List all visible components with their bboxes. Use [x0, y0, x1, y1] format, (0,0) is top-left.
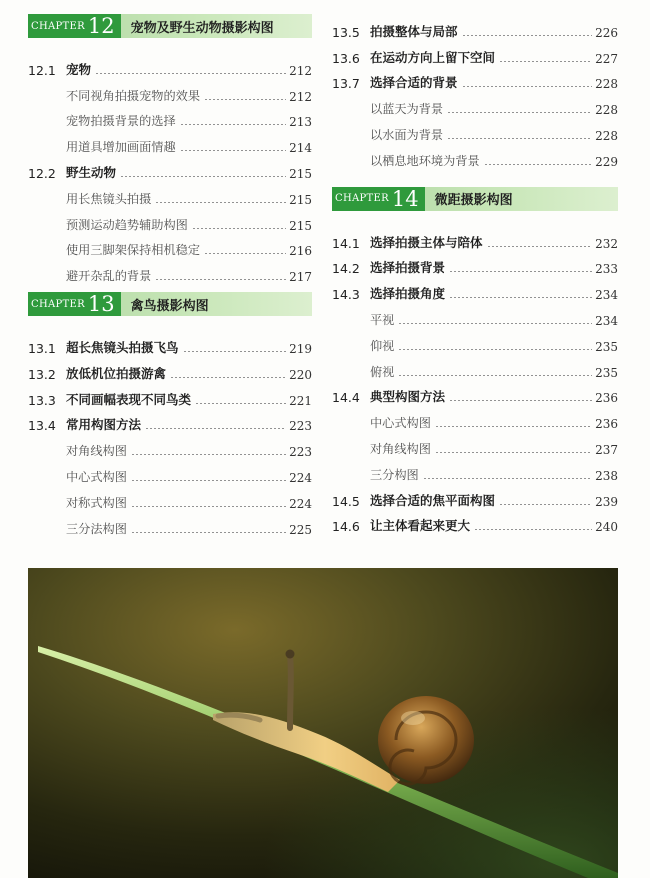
entry-title: 宠物拍摄背景的选择: [66, 114, 176, 129]
entry-title: 选择拍摄背景: [370, 260, 446, 276]
page-number: 216: [289, 244, 312, 259]
entry-title: 三分法构图: [66, 521, 127, 536]
dot-leader: [170, 377, 286, 378]
page-number: 220: [289, 367, 312, 382]
section-number: 14.4: [332, 390, 360, 406]
chapter-12-badge: [28, 14, 121, 38]
toc-entry: [332, 143, 618, 169]
page-number: 224: [289, 470, 312, 485]
entry-title: 选择合适的背景: [370, 75, 458, 91]
entry-title: 在运动方向上留下空间: [370, 49, 496, 65]
toc-entry: [28, 511, 312, 537]
dot-leader: [499, 61, 592, 62]
entry-title: 使用三脚架保持相机稳定: [66, 243, 201, 258]
chapter-number: 12: [87, 14, 115, 38]
page-number: 236: [595, 417, 618, 432]
toc-entry: [28, 181, 312, 207]
dot-leader: [131, 480, 286, 481]
page-number: 234: [595, 313, 618, 328]
dot-leader: [155, 279, 286, 280]
entry-title: 中心式构图: [66, 469, 127, 484]
dot-leader: [145, 428, 286, 429]
entry-title: 选择合适的焦平面构图: [370, 492, 496, 508]
dot-leader: [449, 297, 592, 298]
page-number: 225: [289, 522, 312, 537]
toc-entry: [28, 52, 312, 78]
toc-entry: [28, 258, 312, 284]
chapter-14-entries: [332, 225, 618, 535]
dot-leader: [195, 403, 286, 404]
entry-title: 对角线构图: [66, 444, 127, 459]
entry-title: 不同画幅表现不同鸟类: [66, 391, 192, 407]
chapter-title: 微距摄影构图: [434, 193, 513, 209]
section-number: 13.2: [28, 366, 56, 382]
toc-entry: [28, 382, 312, 408]
section-number: 12.1: [28, 62, 56, 78]
page-number: 212: [289, 89, 312, 104]
dot-leader: [131, 506, 286, 507]
section-number: 12.2: [28, 165, 56, 181]
section-number: 14.1: [332, 235, 360, 251]
chapter-13-continued-entries: [332, 14, 618, 169]
entry-title: 仰视: [370, 338, 395, 353]
toc-entry: [332, 117, 618, 143]
dot-leader: [462, 86, 593, 87]
toc-entry: [332, 328, 618, 354]
toc-entry: [332, 431, 618, 457]
toc-entry: [332, 380, 618, 406]
chapter-word: CHAPTER: [335, 193, 389, 205]
toc-entry: [332, 483, 618, 509]
toc-entry: [332, 225, 618, 251]
page-number: 237: [595, 442, 618, 457]
toc-entry: [28, 356, 312, 382]
page-number: 219: [289, 341, 312, 356]
snail-photo: [28, 568, 618, 878]
toc-entry: [332, 251, 618, 277]
entry-title: 野生动物: [66, 164, 117, 180]
toc-entry: [28, 155, 312, 181]
toc-entry: [28, 207, 312, 233]
page-number: 223: [289, 419, 312, 434]
dot-leader: [180, 150, 286, 151]
entry-title: 对称式构图: [66, 495, 127, 510]
dot-leader: [499, 504, 592, 505]
page-number: 228: [595, 77, 618, 92]
snail-eye-stalk: [290, 656, 291, 728]
section-number: 13.1: [28, 340, 56, 356]
section-number: 13.7: [332, 76, 360, 92]
chapter-word: CHAPTER: [31, 20, 85, 32]
dot-leader: [95, 73, 286, 74]
dot-leader: [484, 164, 592, 165]
entry-title: 宠物: [66, 61, 92, 77]
dot-leader: [449, 271, 592, 272]
dot-leader: [447, 112, 592, 113]
dot-leader: [155, 202, 286, 203]
page-number: 233: [595, 262, 618, 277]
entry-title: 放低机位拍摄游禽: [66, 365, 167, 381]
page-number: 224: [289, 496, 312, 511]
entry-title: 以水面为背景: [370, 127, 444, 142]
page-number: 215: [289, 192, 312, 207]
entry-title: 俯视: [370, 364, 395, 379]
page-number: 215: [289, 218, 312, 233]
chapter-13-header: [28, 292, 312, 316]
section-number: 13.3: [28, 392, 56, 408]
section-number: 14.6: [332, 519, 360, 535]
dot-leader: [449, 400, 592, 401]
entry-title: 以蓝天为背景: [370, 102, 444, 117]
entry-title: 用长焦镜头拍摄: [66, 191, 152, 206]
page-number: 212: [289, 63, 312, 78]
entry-title: 预测运动趋势辅助构图: [66, 217, 188, 232]
page-number: 238: [595, 468, 618, 483]
toc-entry: [28, 485, 312, 511]
page-number: 215: [289, 166, 312, 181]
toc-entry: [28, 433, 312, 459]
dot-leader: [398, 349, 592, 350]
chapter-12-header: [28, 14, 312, 38]
dot-leader: [204, 99, 286, 100]
toc-entry: [28, 104, 312, 130]
page-number: 214: [289, 141, 312, 156]
page-number: 235: [595, 365, 618, 380]
page-number: 226: [595, 25, 618, 40]
page-number: 229: [595, 154, 618, 169]
entry-title: 中心式构图: [370, 416, 431, 431]
section-number: 13.5: [332, 24, 360, 40]
toc-entry: [332, 405, 618, 431]
dot-leader: [435, 452, 592, 453]
page-number: 221: [289, 393, 312, 408]
chapter-13-entries: [28, 330, 312, 536]
toc-entry: [332, 40, 618, 66]
entry-title: 拍摄整体与局部: [370, 23, 458, 39]
entry-title: 平视: [370, 312, 395, 327]
chapter-title: 宠物及野生动物摄影构图: [130, 20, 274, 36]
entry-title: 典型构图方法: [370, 389, 446, 405]
entry-title: 让主体看起来更大: [370, 518, 471, 534]
dot-leader: [180, 124, 286, 125]
toc-entry: [332, 457, 618, 483]
entry-title: 用道具增加画面情趣: [66, 140, 176, 155]
dot-leader: [131, 454, 286, 455]
toc-entry: [28, 330, 312, 356]
dot-leader: [435, 426, 592, 427]
page-number: 236: [595, 391, 618, 406]
page-number: 239: [595, 494, 618, 509]
page-number: 234: [595, 288, 618, 303]
dot-leader: [398, 375, 592, 376]
dot-leader: [487, 246, 593, 247]
section-number: 14.2: [332, 261, 360, 277]
dot-leader: [183, 351, 287, 352]
page-number: 223: [289, 445, 312, 460]
toc-entry: [28, 408, 312, 434]
page-number: 213: [289, 115, 312, 130]
dot-leader: [423, 478, 592, 479]
entry-title: 对角线构图: [370, 441, 431, 456]
entry-title: 选择拍摄角度: [370, 286, 446, 302]
page-number: 240: [595, 520, 618, 535]
toc-right-column: [332, 14, 618, 534]
entry-title: 以栖息地环境为背景: [370, 153, 480, 168]
page-number: 227: [595, 51, 618, 66]
section-number: 14.5: [332, 493, 360, 509]
chapter-14-header: [332, 187, 618, 211]
page-number: 232: [595, 236, 618, 251]
chapter-number: 13: [87, 292, 115, 317]
section-number: 13.4: [28, 418, 56, 434]
entry-title: 三分构图: [370, 467, 419, 482]
snail-illustration: [28, 568, 618, 878]
page-number: 228: [595, 103, 618, 118]
chapter-title: 禽鸟摄影构图: [130, 298, 209, 314]
toc-entry: [332, 354, 618, 380]
chapter-14-badge: [332, 187, 425, 211]
dot-leader: [447, 138, 592, 139]
toc-entry: [332, 509, 618, 535]
chapter-12-entries: [28, 52, 312, 284]
entry-title: 避开杂乱的背景: [66, 269, 152, 284]
toc-entry: [28, 459, 312, 485]
page-number: 217: [289, 270, 312, 285]
section-number: 13.6: [332, 50, 360, 66]
dot-leader: [131, 532, 286, 533]
chapter-word: CHAPTER: [31, 298, 85, 310]
dot-leader: [120, 176, 286, 177]
entry-title: 不同视角拍摄宠物的效果: [66, 88, 201, 103]
page-number: 228: [595, 128, 618, 143]
section-number: 14.3: [332, 287, 360, 303]
dot-leader: [398, 323, 592, 324]
dot-leader: [474, 529, 592, 530]
toc-entry: [332, 302, 618, 328]
entry-title: 选择拍摄主体与陪体: [370, 234, 483, 250]
page-number: 235: [595, 339, 618, 354]
dot-leader: [204, 253, 286, 254]
toc-entry: [28, 233, 312, 259]
toc-entry: [332, 276, 618, 302]
chapter-13-badge: [28, 292, 121, 316]
chapter-number: 14: [391, 186, 419, 211]
dot-leader: [462, 35, 593, 36]
entry-title: 常用构图方法: [66, 417, 142, 433]
toc-left-column: [28, 14, 312, 537]
dot-leader: [192, 228, 286, 229]
toc-entry: [28, 78, 312, 104]
toc-entry: [28, 129, 312, 155]
toc-entry: [332, 66, 618, 92]
entry-title: 超长焦镜头拍摄飞鸟: [66, 339, 179, 355]
toc-entry: [332, 91, 618, 117]
toc-entry: [332, 14, 618, 40]
